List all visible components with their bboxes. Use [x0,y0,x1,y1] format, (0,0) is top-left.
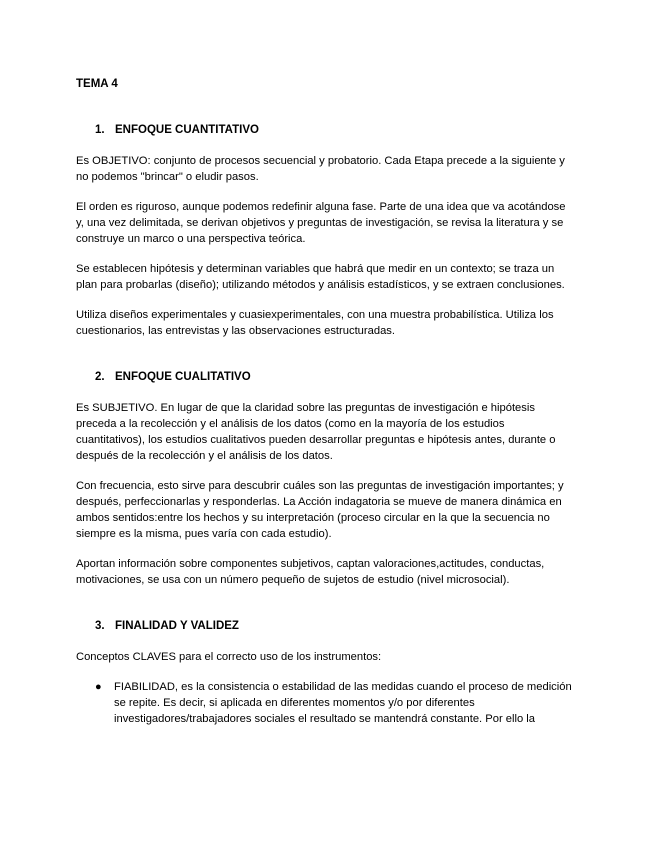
section-number: 1. [95,124,105,136]
paragraph: Conceptos CLAVES para el correcto uso de los instrumentos: [76,651,382,663]
section-title: ENFOQUE CUANTITATIVO [115,124,259,136]
paragraph: Se establecen hipótesis y determinan variables que habrá que medir en un contexto; se traza un plan para probarlas (diseño); utilizando métodos y análisis estadísticos, y se extraen conclusiones. [76,263,565,291]
section-heading [76,123,576,137]
paragraph: Con frecuencia, esto sirve para descubrir cuáles son las preguntas de investigación importantes; y después, perfeccionarlas y responderlas. La Acción indagatoria se mueve de manera dinámica en ambos sentidos:entre los hechos y su interpretación (proceso circular en la que la secuencia no siempre es la misma, pues varía con cada estudio). [76,480,564,540]
section-enfoque-cualitativo [76,370,576,588]
section-number: 3. [95,620,105,632]
list-item [76,679,576,727]
document-content [76,77,576,727]
paragraph: Es SUBJETIVO. En lugar de que la claridad sobre las preguntas de investigación e hipótesis preceda a la recolección y el análisis de los datos (como en la mayoría de los estudios cuantitativos), los estudios cualitativos pueden desarrollar preguntas e hipótesis antes, durante o después de la recolección y el análisis de los datos. [76,402,556,462]
list-item-text: FIABILIDAD, es la consistencia o estabilidad de las medidas cuando el proceso de medición se repite. Es decir, si aplicada en diferentes momentos y/o por diferentes investigadores/trabajadores sociales el resultado se mantendrá constante. Por ello la [114,681,572,725]
section-heading [76,619,576,633]
section-title: FINALIDAD Y VALIDEZ [115,620,239,632]
paragraph: Es OBJETIVO: conjunto de procesos secuencial y probatorio. Cada Etapa precede a la siguiente y no podemos "brincar" o eludir pasos. [76,155,565,183]
paragraph: Aportan información sobre componentes subjetivos, captan valoraciones,actitudes, conductas, motivaciones, se usa con un número pequeño de sujetos de estudio (nivel microsocial). [76,558,545,586]
section-finalidad-validez [76,619,576,727]
bullet-icon: ● [95,681,102,693]
section-number: 2. [95,371,105,383]
section-enfoque-cuantitativo [76,123,576,339]
paragraph: El orden es riguroso, aunque podemos redefinir alguna fase. Parte de una idea que va acotándose y, una vez delimitada, se derivan objetivos y preguntas de investigación, se revisa la literatura y se construye un marco o una perspectiva teórica. [76,201,566,245]
section-heading [76,370,576,384]
document-title: TEMA 4 [76,78,118,90]
section-title: ENFOQUE CUALITATIVO [115,371,251,383]
paragraph: Utiliza diseños experimentales y cuasiexperimentales, con una muestra probabilística. Utiliza los cuestionarios, las entrevistas y las observaciones estructuradas. [76,309,554,337]
